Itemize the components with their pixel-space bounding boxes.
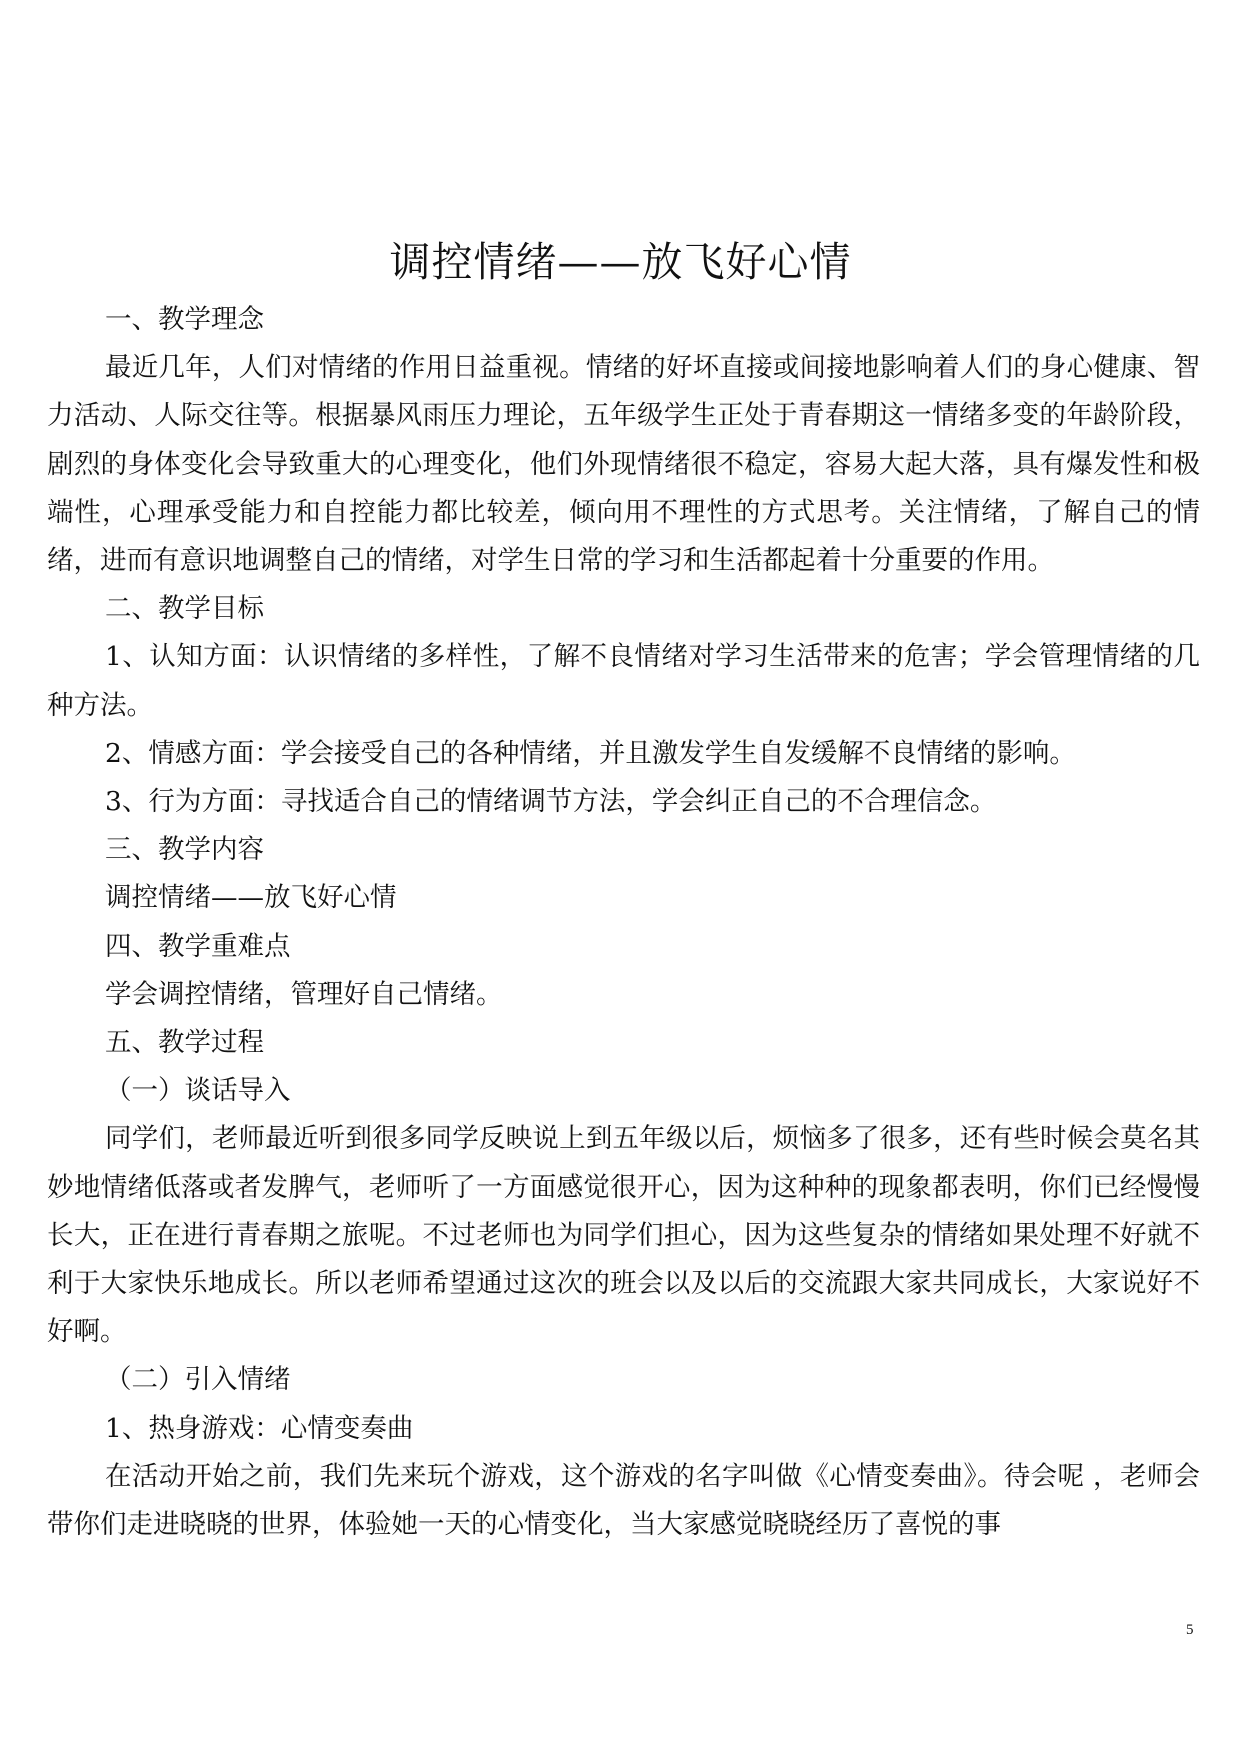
subsection-heading: （一）谈话导入 <box>105 1075 291 1107</box>
subsection-heading: （二）引入情绪 <box>105 1364 291 1396</box>
list-item: 3、行为方面：寻找适合自己的情绪调节方法，学会纠正自己的不合理信念。 <box>105 786 997 818</box>
document-title: 调控情绪——放飞好心情 <box>389 238 852 286</box>
body-paragraph: 学会调控情绪，管理好自己情绪。 <box>105 978 503 1010</box>
body-paragraph: 最近几年，人们对情绪的作用日益重视。情绪的好坏直接或间接地影响着人们的身心健康、智力活动、人际交往等。根据暴风雨压力理论，五年级学生正处于青春期这一情绪多变的年龄阶段，剧烈的身体变化会导致重大的心理变化，他们外现情绪很不稳定，容易大起大落，具有爆发性和极端性，心理承受能力和自控能力都比较差，倾向用不理性的方式思考。关注情绪，了解自己的情绪，进而有意识地调整自己的情绪，对学生日常的学习和生活都起着十分重要的作用。 <box>47 352 1200 577</box>
body-paragraph: 同学们，老师最近听到很多同学反映说上到五年级以后，烦恼多了很多，还有些时候会莫名其妙地情绪低落或者发脾气，老师听了一方面感觉很开心，因为这种种的现象都表明，你们已经慢慢长大，正在进行青春期之旅呢。不过老师也为同学们担心，因为这些复杂的情绪如果处理不好就不利于大家快乐地成长。所以老师希望通过这次的班会以及以后的交流跟大家共同成长，大家说好不好啊。 <box>47 1123 1200 1348</box>
section-heading: 四、教学重难点 <box>105 930 291 962</box>
section-heading: 三、教学内容 <box>105 834 264 866</box>
document-body <box>47 296 1200 1549</box>
list-item: 2、情感方面：学会接受自己的各种情绪，并且激发学生自发缓解不良情绪的影响。 <box>105 737 1076 769</box>
section-heading: 五、教学过程 <box>105 1027 264 1059</box>
body-paragraph: 调控情绪——放飞好心情 <box>105 882 397 914</box>
section-heading: 一、教学理念 <box>105 304 264 335</box>
list-item: 1、认知方面：认识情绪的多样性，了解不良情绪对学习生活带来的危害；学会管理情绪的几种方法。 <box>47 641 1200 721</box>
list-item: 1、热身游戏：心情变奏曲 <box>105 1412 414 1444</box>
body-paragraph: 在活动开始之前，我们先来玩个游戏，这个游戏的名字叫做《心情变奏曲》。待会呢 ，老师会带你们走进晓晓的世界，体验她一天的心情变化，当大家感觉晓晓经历了喜悦的事 <box>47 1460 1200 1541</box>
page-number: 5 <box>1186 1622 1194 1638</box>
section-heading: 二、教学目标 <box>105 593 264 625</box>
